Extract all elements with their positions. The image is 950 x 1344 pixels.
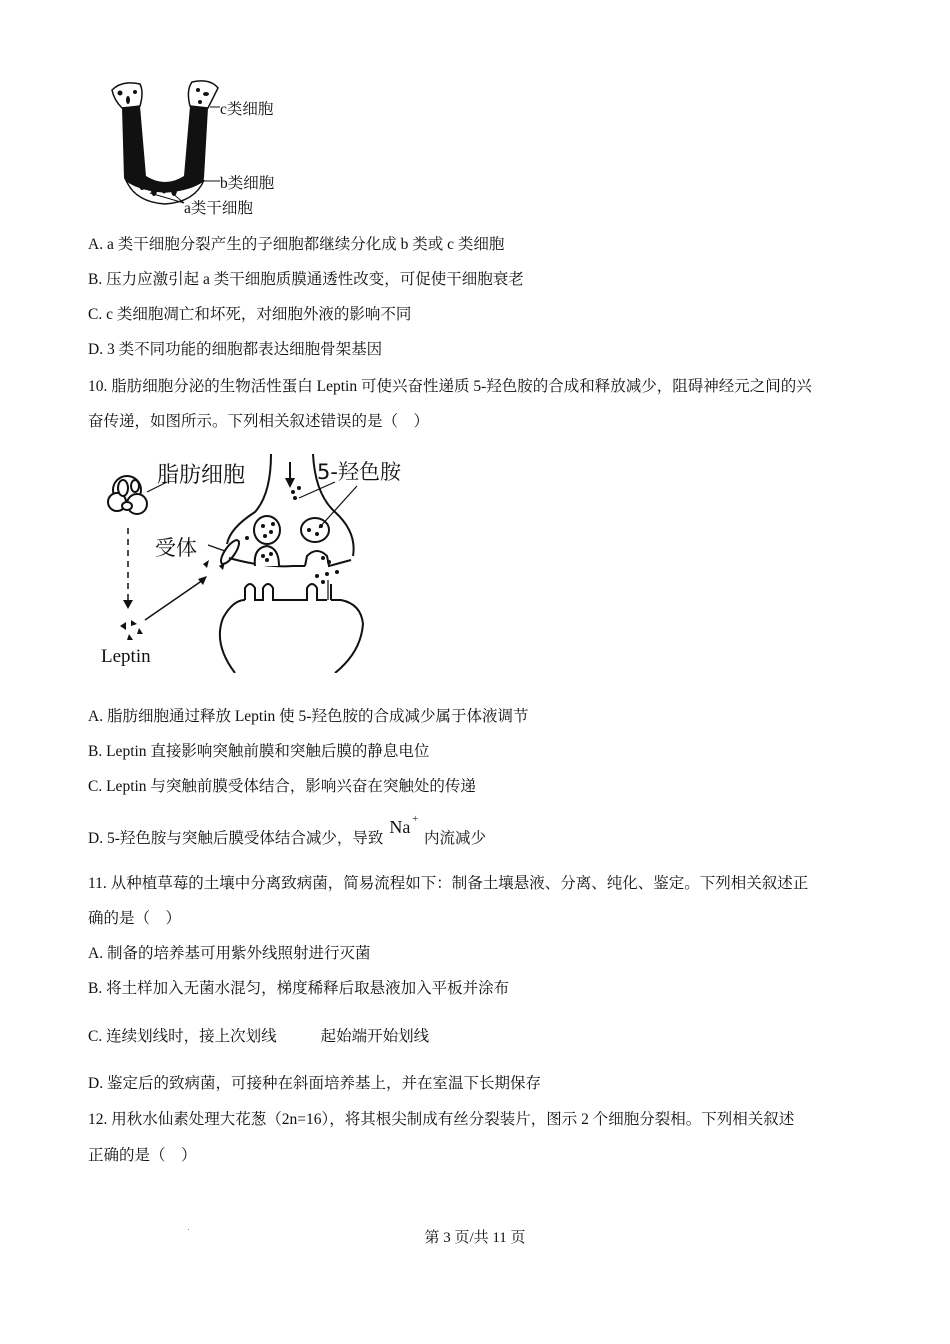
q11-option-c: C. 连续划线时，接上次划线 起始端开始划线: [88, 1028, 430, 1045]
page-number: 第 3 页/共 11 页: [424, 1230, 526, 1246]
q9-option-c: C. c 类细胞凋亡和坏死，对细胞外液的影响不同: [88, 306, 412, 323]
q11-stem-line1: 11. 从种植草莓的土壤中分离致病菌，简易流程如下：制备土壤悬液、分离、纯化、鉴定。下列相关叙述正: [88, 875, 809, 892]
a-stem-cell-label: a类干细胞: [184, 200, 253, 217]
q9-tissue-diagram: [100, 78, 300, 218]
q9-option-a: A. a 类干细胞分裂产生的子细胞都继续分化成 b 类或 c 类细胞: [88, 236, 505, 253]
q9-option-d: D. 3 类不同功能的细胞都表达细胞骨架基因: [88, 341, 383, 358]
q11-stem-line2: 确的是（ ）: [88, 910, 182, 927]
q10-option-d: D. 5-羟色胺与突触后膜受体结合减少，导致Na +内流减少: [88, 814, 487, 847]
fat-cell-label: 脂肪细胞: [157, 463, 246, 488]
q11-option-a: A. 制备的培养基可用紫外线照射进行灭菌: [88, 945, 371, 962]
q10-synapse-diagram: [95, 448, 425, 673]
sodium-ion-formula: Na +: [389, 814, 419, 837]
q12-stem-line1: 12. 用秋水仙素处理大花葱（2n=16），将其根尖制成有丝分裂装片，图示 2 个细胞分裂相。下列相关叙述: [88, 1111, 795, 1128]
q10-stem-line2: 奋传递，如图所示。下列相关叙述错误的是（ ）: [88, 413, 430, 430]
q10-option-a: A. 脂肪细胞通过释放 Leptin 使 5-羟色胺的合成减少属于体液调节: [88, 708, 529, 725]
fat-cell-cluster-icon: [108, 476, 147, 514]
q10-option-c: C. Leptin 与突触前膜受体结合，影响兴奋在突触处的传递: [88, 778, 476, 795]
q11-option-b: B. 将土样加入无菌水混匀，梯度稀释后取悬液加入平板并涂布: [88, 980, 510, 997]
q10-option-b: B. Leptin 直接影响突触前膜和突触后膜的静息电位: [88, 743, 430, 760]
b-cell-label: b类细胞: [220, 175, 275, 192]
q11-option-d: D. 鉴定后的致病菌，可接种在斜面培养基上，并在室温下长期保存: [88, 1075, 541, 1092]
q9-option-b: B. 压力应激引起 a 类干细胞质膜通透性改变，可促使干细胞衰老: [88, 271, 524, 288]
serotonin-label: 5-羟色胺: [317, 460, 401, 484]
q10-stem-line1: 10. 脂肪细胞分泌的生物活性蛋白 Leptin 可使兴奋性递质 5-羟色胺的合成和释放减少，阻碍神经元之间的兴: [88, 378, 812, 395]
c-cell-label: c类细胞: [220, 101, 274, 118]
leptin-molecules: [120, 620, 143, 640]
q12-stem-line2: 正确的是（ ）: [88, 1147, 197, 1164]
receptor-label: 受体: [155, 536, 197, 560]
leptin-label: Leptin: [101, 646, 151, 667]
